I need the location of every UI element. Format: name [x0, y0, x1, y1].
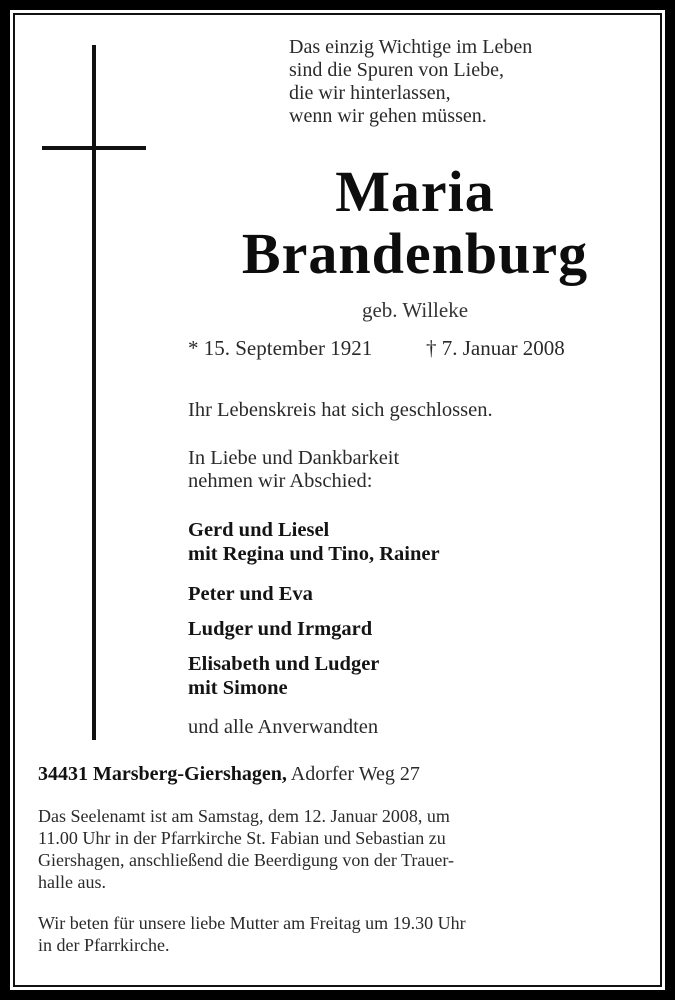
birth-date: * 15. September 1921 [188, 336, 373, 360]
address-place: 34431 Marsberg-Giershagen, [38, 763, 287, 785]
address-street: Adorfer Weg 27 [290, 763, 420, 785]
prayer-line: Wir beten für unsere liebe Mutter am Freitag um 19.30 Uhr [38, 913, 466, 933]
deceased-last-name: Brandenburg [241, 221, 589, 286]
service-line: Das Seelenamt ist am Samstag, dem 12. Januar 2008, um [38, 806, 450, 826]
farewell-line: In Liebe und Dankbarkeit [188, 447, 400, 469]
service-announcement [38, 805, 638, 893]
birth-name: geb. Willeke [361, 298, 469, 322]
life-circle-line: Ihr Lebenskreis hat sich geschlossen. [188, 399, 493, 421]
deceased-first-name: Maria [335, 159, 495, 224]
service-line: halle aus. [38, 872, 106, 892]
mourner-line: mit Simone [188, 677, 288, 699]
relatives-line: und alle Anverwandten [188, 716, 379, 738]
mourner-line: Gerd und Liesel [188, 519, 330, 541]
motto-verse [289, 36, 532, 128]
farewell-line: nehmen wir Abschied: [188, 470, 373, 492]
motto-line: wenn wir gehen müssen. [289, 105, 487, 127]
mourner-line: Peter und Eva [188, 583, 313, 605]
life-dates [188, 336, 618, 361]
motto-line: sind die Spuren von Liebe, [289, 59, 504, 81]
death-date: † 7. Januar 2008 [426, 336, 565, 360]
family-address [38, 762, 420, 786]
service-line: 11.00 Uhr in der Pfarrkirche St. Fabian und Sebastian zu [38, 828, 446, 848]
cross-icon-horizontal [42, 146, 146, 150]
service-line: Giershagen, anschließend die Beerdigung von der Trauer- [38, 850, 455, 870]
mourner-line: Elisabeth und Ludger [188, 653, 380, 675]
motto-line: Das einzig Wichtige im Leben [289, 36, 533, 58]
mourner-line: mit Regina und Tino, Rainer [188, 543, 440, 565]
mourner-line: Ludger und Irmgard [188, 618, 373, 640]
motto-line: die wir hinterlassen, [289, 82, 451, 104]
prayer-line: in der Pfarrkirche. [38, 935, 170, 955]
prayer-announcement [38, 912, 638, 956]
